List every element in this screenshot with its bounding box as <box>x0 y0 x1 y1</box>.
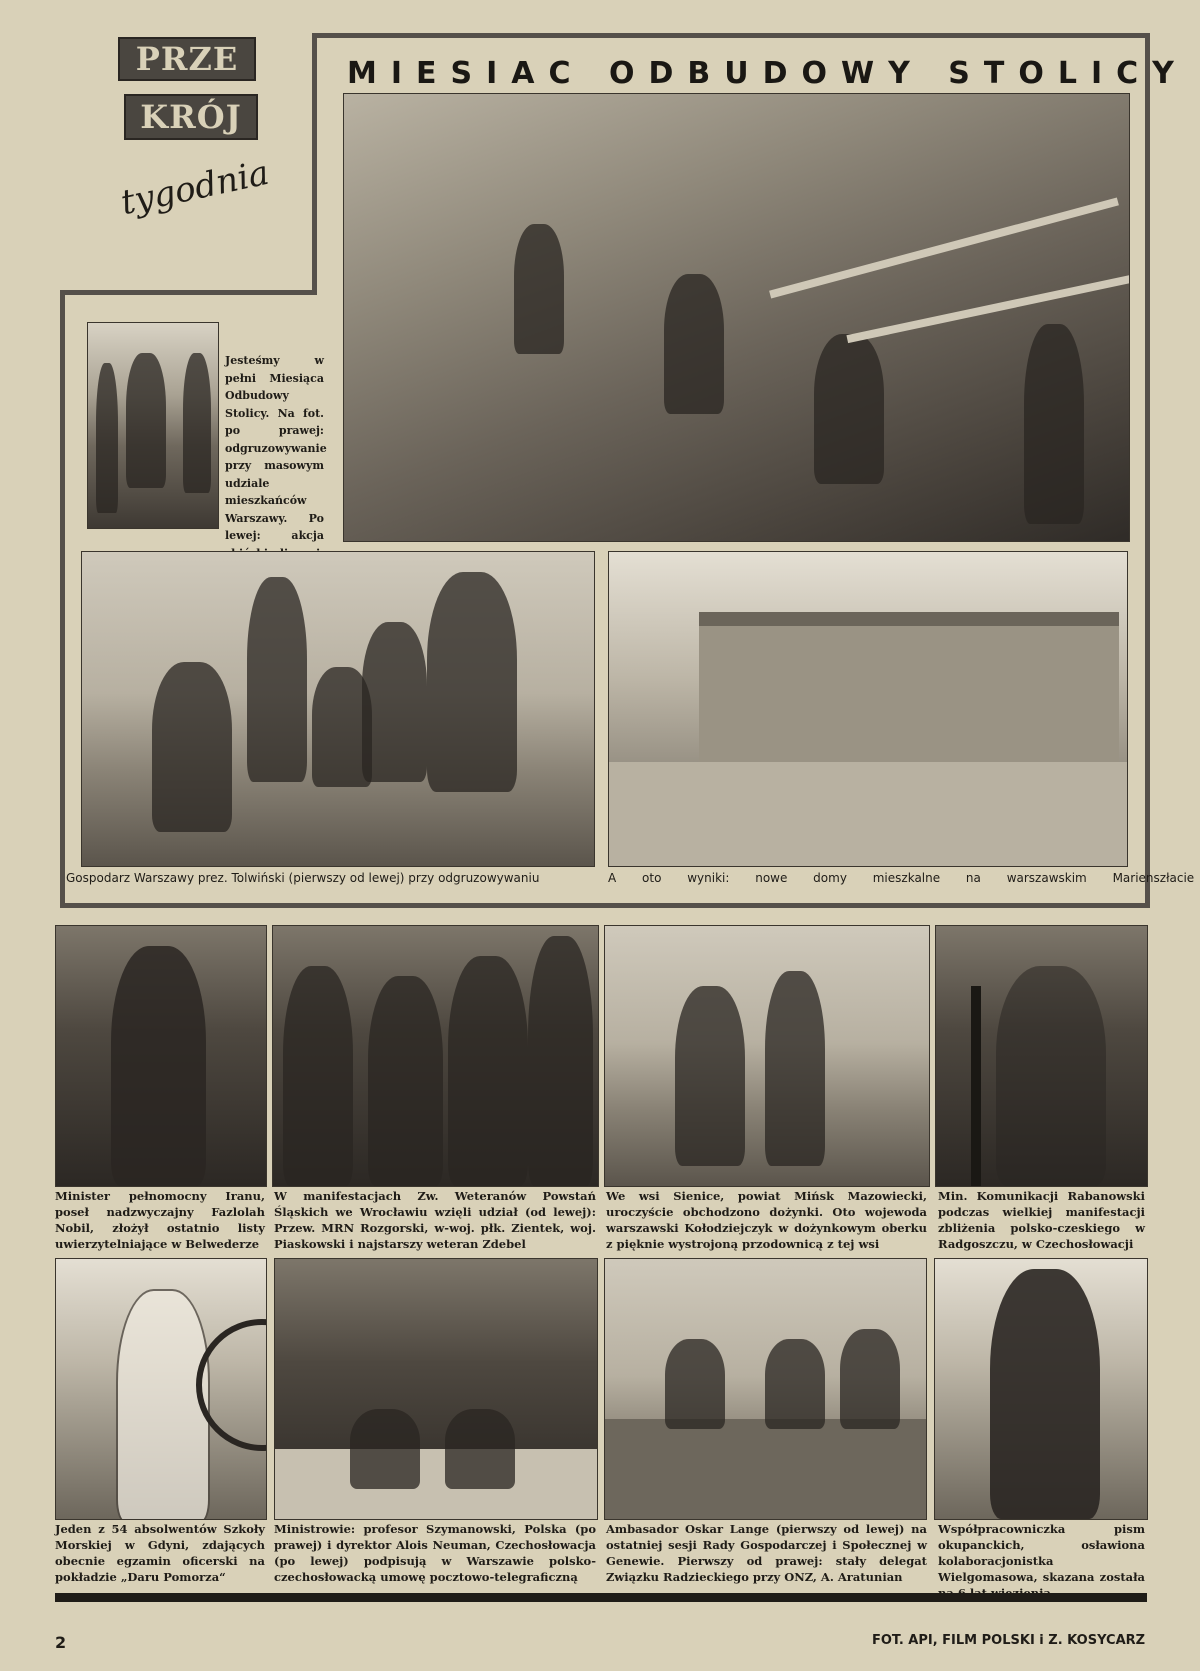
feature-frame-left <box>60 290 65 908</box>
photo-harvest-festival <box>604 925 930 1187</box>
photo-naval-cadet <box>55 1258 267 1520</box>
figure-person <box>183 353 211 493</box>
feature-intro-caption: Jesteśmy w pełni Miesiąca Odbudowy Stolicy. Na fot. po prawej: odgruzowywanie przy masowym udziale mieszkańców Warszawy. Po lewej: akcja <box>225 354 327 542</box>
signing-table <box>275 1449 597 1519</box>
feature-frame-right <box>1145 33 1150 908</box>
figure-minister <box>445 1409 515 1489</box>
photo-tolwinski-clearing <box>81 551 595 867</box>
figure-dancer <box>765 971 825 1166</box>
footer-rule <box>55 1593 1147 1602</box>
figure-worker <box>814 334 884 484</box>
figure-worker <box>152 662 232 832</box>
tygodnia-script: tygodnia <box>117 152 273 224</box>
plank <box>769 198 1119 299</box>
photo-iran-minister <box>55 925 267 1187</box>
figure-person <box>528 936 593 1186</box>
plank <box>846 273 1130 343</box>
figure-worker <box>427 572 517 792</box>
figure-worker <box>514 224 564 354</box>
microphone-icon <box>971 986 981 1186</box>
caption-marienszlat: A oto wyniki: nowe domy mieszkalne na warszawskim Marienszłacie <box>608 871 1195 885</box>
photo-silesian-veterans <box>272 925 599 1187</box>
photo-postal-agreement <box>274 1258 598 1520</box>
figure-worker <box>247 577 307 782</box>
figure-person <box>448 956 528 1186</box>
logo-line2: KRÓJ <box>140 98 242 136</box>
caption-geneva-session: Ambasador Oskar Lange (pierwszy od lewej) na ostatniej sesji Rady Gospodarczej i Społecznej w Genewie. Pierwszy od prawej: stały delegat Związku Radzieckiego przy ONZ, A. Aratunian <box>606 1522 927 1584</box>
caption-iran-minister: Minister pełnomocny Iranu, poseł nadzwyczajny Fazlolah Nobil, złożył ostatnio listy uwierzytelniające w Belwederze <box>55 1189 265 1251</box>
figure-person <box>126 353 166 488</box>
logo-przekroj-top <box>118 37 256 81</box>
session-table <box>605 1419 926 1519</box>
figure-person <box>96 363 118 513</box>
photo-street-collection <box>87 322 219 529</box>
photo-rubble-clearing <box>343 93 1130 542</box>
courtyard-ground <box>609 762 1127 866</box>
figure-minister <box>350 1409 420 1489</box>
caption-harvest-festival: We wsi Sienice, powiat Mińsk Mazowiecki, uroczyście obchodzono dożynki. Oto wojewoda warszawski Kołodziejczyk w dożynkowym oberku z pięknie wystrojoną przodownicą z tej wsi <box>606 1189 927 1251</box>
page-number: 2 <box>55 1633 67 1652</box>
figure-worker <box>1024 324 1084 524</box>
logo-line1: PRZE <box>135 40 239 78</box>
figure-delegate <box>665 1339 725 1429</box>
caption-silesian-veterans: W manifestacjach Zw. Weteranów Powstań Śląskich we Wrocławiu wzięli udział (od lewej): Przew. MRN Rozgorski, w-woj. płk. Zientek, woj. Piaskowski i najstarszy weteran Zdebel <box>274 1189 596 1251</box>
caption-collaborator: Współpracowniczka pism okupanckich, osławiona kolaboracjonistka Wielgomasowa, skazana została <box>938 1522 1145 1584</box>
figure-speaker <box>996 966 1106 1186</box>
caption-naval-cadet: Jeden z 54 absolwentów Szkoły Morskiej w Gdyni, zdających obecnie egzamin oficerski na pokładzie „Daru Pomorza“ <box>55 1522 265 1584</box>
caption-tolwinski: Gospodarz Warszawy prez. Tolwiński (pierwszy od lewej) przy odgruzowywaniu <box>66 871 540 885</box>
photo-credits: FOT. API, FILM POLSKI i Z. KOSYCARZ <box>872 1633 1146 1648</box>
photo-geneva-session <box>604 1258 927 1520</box>
apartment-block <box>699 612 1119 776</box>
feature-frame-step-h <box>60 290 317 295</box>
figure-worker <box>664 274 724 414</box>
photo-collaborator <box>934 1258 1148 1520</box>
figure-worker <box>362 622 427 782</box>
feature-frame-bottom <box>60 903 1150 908</box>
figure-cadet <box>116 1289 210 1520</box>
figure-delegate <box>840 1329 900 1429</box>
photo-marienszlat-houses <box>608 551 1128 867</box>
logo-przekroj-bottom <box>124 94 258 140</box>
caption-postal-agreement: Ministrowie: profesor Szymanowski, Polska (po prawej) i dyrektor Alois Neuman, Czechosłowacja (po lewej) podpisują w Warszawie polsko-czechosłowacką umowę pocztowo-telegraficzną <box>274 1522 596 1584</box>
feature-frame-top <box>312 33 1150 38</box>
feature-title: MIESIAC ODBUDOWY STOLICY <box>347 56 1188 91</box>
figure-delegate <box>765 1339 825 1429</box>
figure-minister <box>111 946 206 1186</box>
feature-frame-step-v <box>312 33 317 295</box>
figure-dancer <box>675 986 745 1166</box>
photo-rabanowski <box>935 925 1148 1187</box>
caption-rabanowski: Min. Komunikacji Rabanowski podczas wielkiej manifestacji zbliżenia polsko-czeskiego w Radgoszczu, w Czechosłowacji <box>938 1189 1145 1251</box>
figure-woman <box>990 1269 1100 1519</box>
figure-person <box>283 966 353 1186</box>
figure-person <box>368 976 443 1186</box>
